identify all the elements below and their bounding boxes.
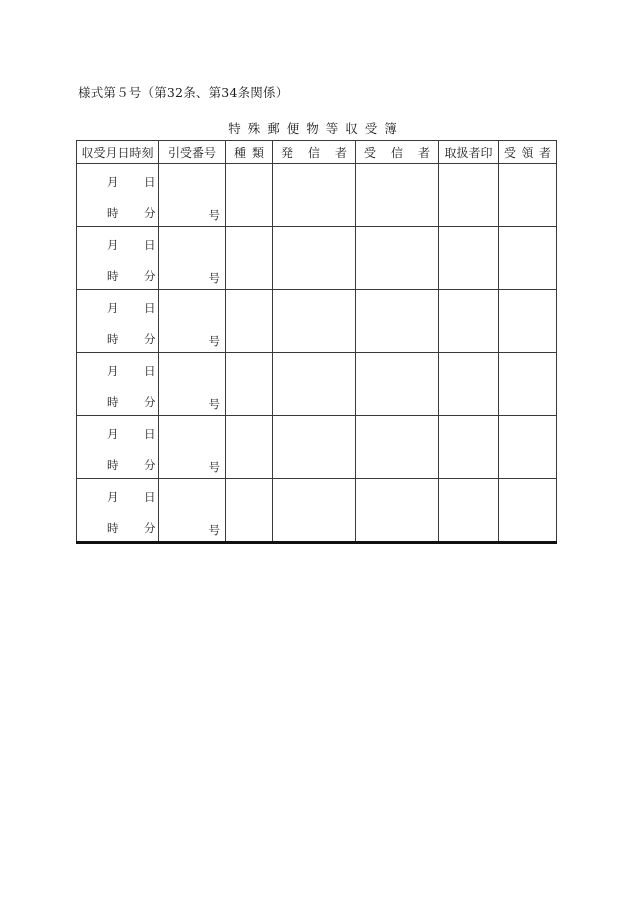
col-header-receiver-label-part: 者: [538, 145, 551, 160]
col-header-recipient-label-part: 受: [364, 145, 377, 160]
number-suffix-label: 号: [208, 208, 220, 222]
hour-label: 時: [107, 206, 119, 220]
col-header-acceptance-number: 引受番号: [159, 141, 226, 164]
month-label: 月: [107, 364, 119, 378]
day-label: 日: [144, 238, 156, 252]
recipient-cell[interactable]: [356, 416, 439, 479]
header-row: [77, 141, 557, 164]
col-header-recipient-label-part: 信: [390, 145, 403, 160]
table-row: [77, 353, 557, 416]
received-datetime-cell[interactable]: [77, 479, 159, 543]
col-header-type: [226, 141, 273, 164]
number-suffix-label: 号: [208, 523, 220, 537]
month-label: 月: [107, 301, 119, 315]
type-cell[interactable]: [226, 164, 273, 227]
type-cell[interactable]: [226, 227, 273, 290]
col-header-type-label: [226, 144, 272, 161]
handler-seal-cell[interactable]: [439, 164, 499, 227]
sender-cell[interactable]: [273, 416, 356, 479]
col-header-received-datetime: 収受月日時刻: [77, 141, 159, 164]
receiver-cell[interactable]: [499, 290, 557, 353]
type-cell[interactable]: [226, 353, 273, 416]
received-datetime-cell[interactable]: [77, 227, 159, 290]
acceptance-number-cell[interactable]: [159, 479, 226, 543]
table-row: [77, 416, 557, 479]
col-header-recipient-label-part: 者: [417, 145, 430, 160]
month-label: 月: [107, 175, 119, 189]
handler-seal-cell[interactable]: [439, 353, 499, 416]
recipient-cell[interactable]: [356, 164, 439, 227]
col-header-sender: [273, 141, 356, 164]
day-label: 日: [144, 175, 156, 189]
col-header-sender-label-part: 者: [334, 145, 347, 160]
col-header-sender-label-part: 信: [307, 145, 320, 160]
col-header-sender-label-part: 発: [281, 145, 294, 160]
type-cell[interactable]: [226, 416, 273, 479]
col-header-receiver-label: [499, 144, 556, 161]
minute-label: 分: [144, 332, 156, 346]
handler-seal-cell[interactable]: [439, 479, 499, 543]
day-label: 日: [144, 364, 156, 378]
type-cell[interactable]: [226, 290, 273, 353]
table-row: [77, 227, 557, 290]
receiver-cell[interactable]: [499, 416, 557, 479]
receiver-cell[interactable]: [499, 227, 557, 290]
col-header-recipient: [356, 141, 439, 164]
recipient-cell[interactable]: [356, 290, 439, 353]
sender-cell[interactable]: [273, 353, 356, 416]
table-row: [77, 164, 557, 227]
received-datetime-cell[interactable]: [77, 353, 159, 416]
col-header-type-label-part: 種: [234, 145, 247, 160]
number-suffix-label: 号: [208, 271, 220, 285]
hour-label: 時: [107, 332, 119, 346]
acceptance-number-cell[interactable]: [159, 227, 226, 290]
sender-cell[interactable]: [273, 227, 356, 290]
hour-label: 時: [107, 458, 119, 472]
minute-label: 分: [144, 269, 156, 283]
recipient-cell[interactable]: [356, 227, 439, 290]
handler-seal-cell[interactable]: [439, 290, 499, 353]
receipt-ledger-table: [76, 140, 557, 544]
day-label: 日: [144, 490, 156, 504]
sender-cell[interactable]: [273, 479, 356, 543]
acceptance-number-cell[interactable]: [159, 416, 226, 479]
receiver-cell[interactable]: [499, 164, 557, 227]
minute-label: 分: [144, 458, 156, 472]
minute-label: 分: [144, 395, 156, 409]
table-row: [77, 479, 557, 543]
table-row: [77, 290, 557, 353]
sender-cell[interactable]: [273, 290, 356, 353]
received-datetime-cell[interactable]: [77, 164, 159, 227]
type-cell[interactable]: [226, 479, 273, 543]
acceptance-number-cell[interactable]: [159, 353, 226, 416]
acceptance-number-cell[interactable]: [159, 290, 226, 353]
day-label: 日: [144, 301, 156, 315]
acceptance-number-cell[interactable]: [159, 164, 226, 227]
col-header-receiver: [499, 141, 557, 164]
document-title: 特殊郵便物等収受簿: [228, 121, 404, 136]
handler-seal-cell[interactable]: [439, 416, 499, 479]
ledger-body: [77, 164, 557, 543]
hour-label: 時: [107, 521, 119, 535]
number-suffix-label: 号: [208, 460, 220, 474]
received-datetime-cell[interactable]: [77, 290, 159, 353]
recipient-cell[interactable]: [356, 353, 439, 416]
handler-seal-cell[interactable]: [439, 227, 499, 290]
col-header-type-label-part: 類: [251, 145, 264, 160]
month-label: 月: [107, 427, 119, 441]
col-header-recipient-label: [356, 144, 438, 161]
hour-label: 時: [107, 269, 119, 283]
month-label: 月: [107, 490, 119, 504]
minute-label: 分: [144, 206, 156, 220]
form-number: 様式第５号（第32条、第34条関係）: [78, 85, 289, 100]
day-label: 日: [144, 427, 156, 441]
receiver-cell[interactable]: [499, 353, 557, 416]
recipient-cell[interactable]: [356, 479, 439, 543]
receiver-cell[interactable]: [499, 479, 557, 543]
received-datetime-cell[interactable]: [77, 416, 159, 479]
minute-label: 分: [144, 521, 156, 535]
col-header-sender-label: [273, 144, 355, 161]
col-header-handler-seal: 取扱者印: [439, 141, 499, 164]
number-suffix-label: 号: [208, 334, 220, 348]
hour-label: 時: [107, 395, 119, 409]
col-header-receiver-label-part: 受: [504, 145, 517, 160]
month-label: 月: [107, 238, 119, 252]
sender-cell[interactable]: [273, 164, 356, 227]
col-header-receiver-label-part: 領: [521, 145, 534, 160]
number-suffix-label: 号: [208, 397, 220, 411]
